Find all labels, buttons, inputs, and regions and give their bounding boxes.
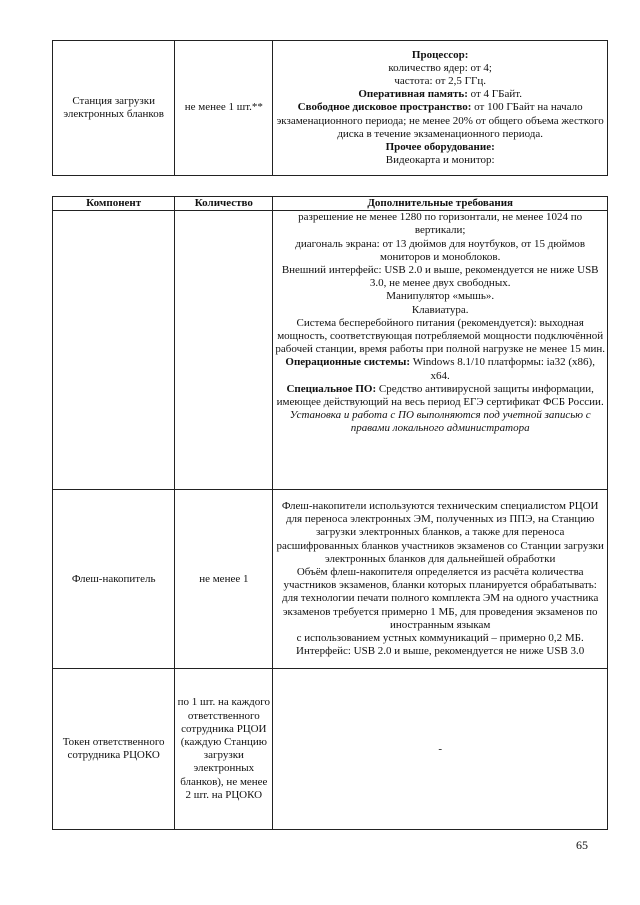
cell-quantity: по 1 шт. на каждого ответственного сотрудника РЦОИ (каждую Станцию загрузки электронных бланков), не менее 2 шт. на РЦОКО bbox=[175, 669, 273, 830]
requirement-label: Свободное дисковое пространство: bbox=[297, 101, 472, 114]
cell-requirements bbox=[273, 490, 608, 669]
requirements-list bbox=[275, 211, 605, 435]
requirement-line bbox=[275, 304, 605, 317]
requirement-line bbox=[275, 49, 605, 62]
header-requirements: Дополнительные требования bbox=[273, 197, 608, 211]
requirement-line bbox=[275, 383, 605, 409]
cell-requirements: - bbox=[273, 669, 608, 830]
header-quantity: Количество bbox=[175, 197, 273, 211]
requirement-line bbox=[275, 88, 605, 101]
requirement-line bbox=[275, 101, 605, 141]
table-row-station bbox=[53, 41, 608, 176]
requirement-line: Объём флеш-накопителя определяется из расчёта количества участников экзаменов, бланки которых планируется обрабатывать: для технологии печати полного комплекта ЭМ на одного участника экзаменов требуется примерно 1 МБ, для проведения экзаменов по иностранным языкам bbox=[282, 566, 599, 631]
cell-quantity-empty bbox=[175, 211, 273, 490]
requirement-text: от 4 ГБайт. bbox=[467, 88, 522, 101]
requirement-line: с использованием устных коммуникаций – примерно 0,2 МБ. bbox=[296, 632, 584, 645]
header-component: Компонент bbox=[53, 197, 175, 211]
requirement-line: Интерфейс: USB 2.0 и выше, рекомендуется не ниже USB 3.0 bbox=[296, 645, 585, 658]
requirement-line bbox=[275, 290, 605, 303]
requirement-label: Оперативная память: bbox=[358, 88, 468, 101]
requirement-text: Средство антивирусной защиты информации, имеющее действующий на весь период ЕГЭ сертификат ФСБ России. bbox=[276, 382, 604, 409]
page-number: 65 bbox=[576, 838, 588, 852]
requirement-text: количество ядер: от 4; bbox=[388, 61, 492, 74]
table-row-continuation bbox=[53, 211, 608, 490]
requirement-text: Видеокарта и монитор: bbox=[385, 154, 495, 167]
requirement-text: Клавиатура. bbox=[411, 303, 469, 316]
requirement-line bbox=[275, 62, 605, 75]
requirement-label: Операционные системы: bbox=[285, 356, 410, 369]
requirement-line bbox=[275, 356, 605, 382]
requirement-text: диагональ экрана: от 13 дюймов для ноутбуков, от 15 дюймов мониторов и моноблоков. bbox=[295, 237, 586, 263]
requirement-line bbox=[275, 154, 605, 167]
requirement-line bbox=[275, 75, 605, 88]
requirements-list bbox=[275, 500, 605, 658]
cell-quantity: не менее 1 шт.** bbox=[175, 41, 273, 176]
requirement-line bbox=[275, 211, 605, 237]
requirement-text: частота: от 2,5 ГГц. bbox=[394, 74, 487, 87]
cell-component: Станция загрузки электронных бланков bbox=[53, 41, 175, 176]
requirement-text: от 100 ГБайт на начало экзаменационного периода; не менее 20% от общего объема жесткого диска в течение экзаменационного периода. bbox=[276, 101, 604, 140]
table-row-token bbox=[53, 669, 608, 830]
requirement-label: Специальное ПО: bbox=[286, 382, 377, 395]
requirement-text: разрешение не менее 1280 по горизонтали, не менее 1024 по вертикали; bbox=[298, 211, 583, 237]
cell-quantity: не менее 1 bbox=[175, 490, 273, 669]
requirements-list bbox=[275, 49, 605, 168]
requirement-line: Флеш-накопители используются техническим специалистом РЦОИ для переноса электронных ЭМ, полученных из ППЭ, на Станцию загрузки электронных бланков, а также для переноса расшифрованных бланков участников экзаменов со Станции загрузки электронных бланков для дальнейшей обработки bbox=[276, 499, 604, 565]
requirement-line bbox=[275, 141, 605, 154]
requirement-text: Windows 8.1/10 платформы: ia32 (x86), x64. bbox=[410, 356, 595, 382]
requirement-text: Система бесперебойного питания (рекомендуется): выходная мощность, соответствующая потребляемой мощности подключённой рабочей станции, время работы при полной нагрузке не менее 15 мин. bbox=[275, 316, 605, 356]
requirement-line bbox=[275, 264, 605, 290]
cell-requirements bbox=[273, 41, 608, 176]
components-table bbox=[52, 196, 608, 830]
requirement-line bbox=[275, 238, 605, 264]
table-row-flash bbox=[53, 490, 608, 669]
requirement-line bbox=[275, 317, 605, 357]
cell-component: Токен ответственного сотрудника РЦОКО bbox=[53, 669, 175, 830]
requirement-text: Внешний интерфейс: USB 2.0 и выше, рекомендуется не ниже USB 3.0, не менее двух свободных. bbox=[281, 264, 599, 290]
top-table bbox=[52, 40, 608, 176]
requirement-label: Прочее оборудование: bbox=[385, 141, 495, 153]
requirement-text: Установка и работа с ПО выполняются под учетной записью с правами локального администратора bbox=[289, 409, 591, 435]
cell-requirements bbox=[273, 211, 608, 490]
cell-component: Флеш-накопитель bbox=[53, 490, 175, 669]
requirement-line bbox=[275, 409, 605, 435]
cell-component-empty bbox=[53, 211, 175, 490]
requirement-label: Процессор: bbox=[411, 48, 469, 61]
table-header-row bbox=[53, 197, 608, 211]
requirement-text: Манипулятор «мышь». bbox=[386, 290, 495, 303]
